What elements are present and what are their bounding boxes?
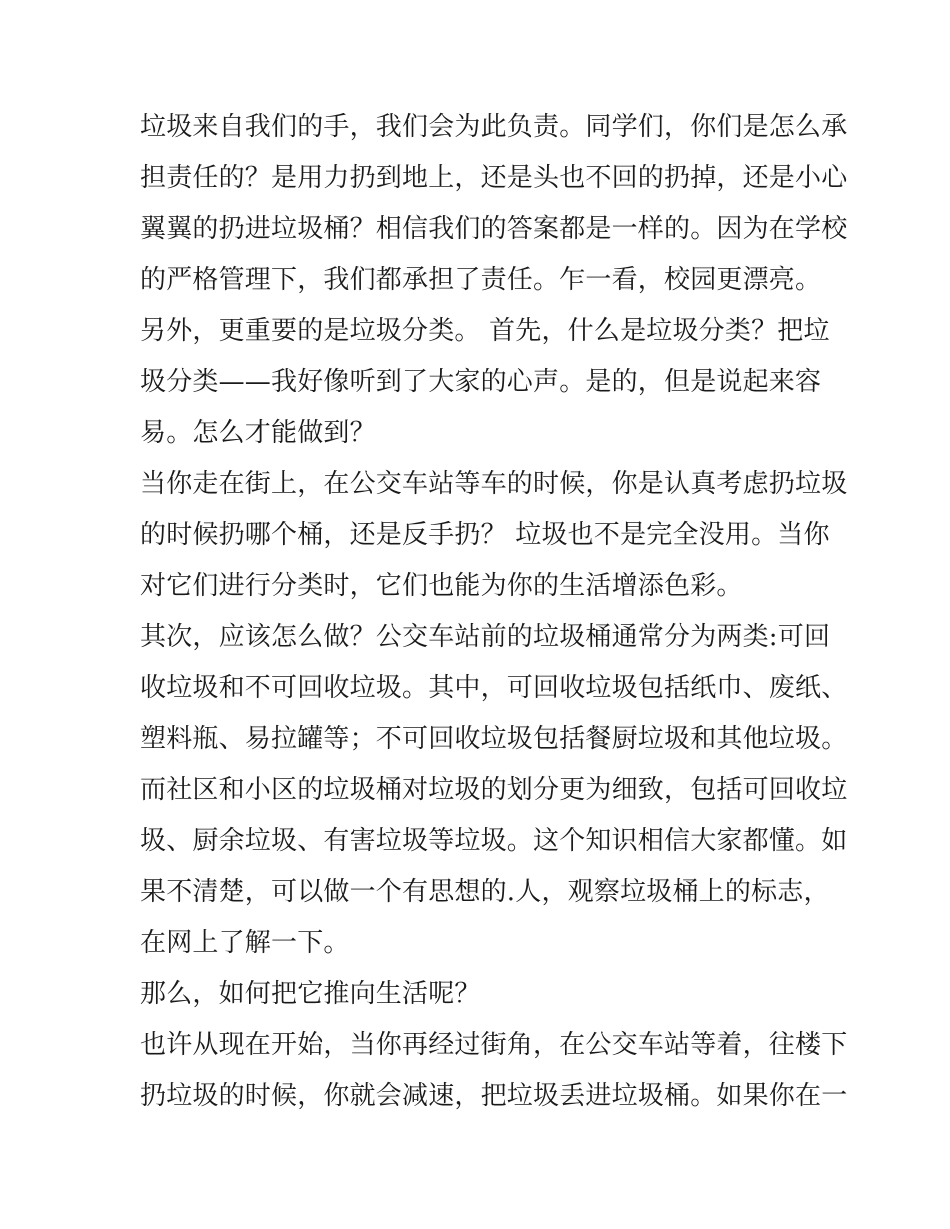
text-line: 而社区和小区的垃圾桶对垃圾的划分更为细致，包括可回收垃	[140, 775, 848, 805]
text-line: 当你走在街上，在公交车站等车的时候，你是认真考虑扔垃圾	[140, 469, 848, 499]
text-line: 的时候扔哪个桶，还是反手扔？ 垃圾也不是完全没用。当你	[140, 520, 830, 550]
text-line: 圾、厨余垃圾、有害垃圾等垃圾。这个知识相信大家都懂。如	[140, 826, 848, 856]
text-line: 那么，如何把它推向生活呢？	[140, 979, 481, 1009]
text-line: 在网上了解一下。	[140, 928, 350, 958]
text-line: 担责任的？是用力扔到地上，还是头也不回的扔掉，还是小心	[140, 163, 848, 193]
text-line: 的严格管理下，我们都承担了责任。乍一看，校园更漂亮。	[140, 265, 822, 295]
text-line: 也许从现在开始，当你再经过街角，在公交车站等着，往楼下	[140, 1030, 848, 1060]
text-line: 圾分类——我好像听到了大家的心声。是的，但是说起来容	[140, 367, 822, 397]
body-text	[140, 102, 848, 1122]
text-line: 对它们进行分类时，它们也能为你的生活增添色彩。	[140, 571, 743, 601]
text-line: 其次，应该怎么做？公交车站前的垃圾桶通常分为两类:可回	[140, 622, 831, 652]
text-line: 另外，更重要的是垃圾分类。 首先，什么是垃圾分类？把垃	[140, 316, 830, 346]
text-line: 扔垃圾的时候，你就会减速，把垃圾丢进垃圾桶。如果你在一	[140, 1081, 848, 1111]
text-line: 垃圾来自我们的手，我们会为此负责。同学们，你们是怎么承	[140, 112, 848, 142]
text-line: 果不清楚，可以做一个有思想的.人，观察垃圾桶上的标志，	[140, 877, 830, 907]
text-line: 塑料瓶、易拉罐等；不可回收垃圾包括餐厨垃圾和其他垃圾。	[140, 724, 848, 754]
text-line: 翼翼的扔进垃圾桶？相信我们的答案都是一样的。因为在学校	[140, 214, 848, 244]
text-line: 易。怎么才能做到？	[140, 418, 376, 448]
text-line: 收垃圾和不可回收垃圾。其中，可回收垃圾包括纸巾、废纸、	[140, 673, 848, 703]
